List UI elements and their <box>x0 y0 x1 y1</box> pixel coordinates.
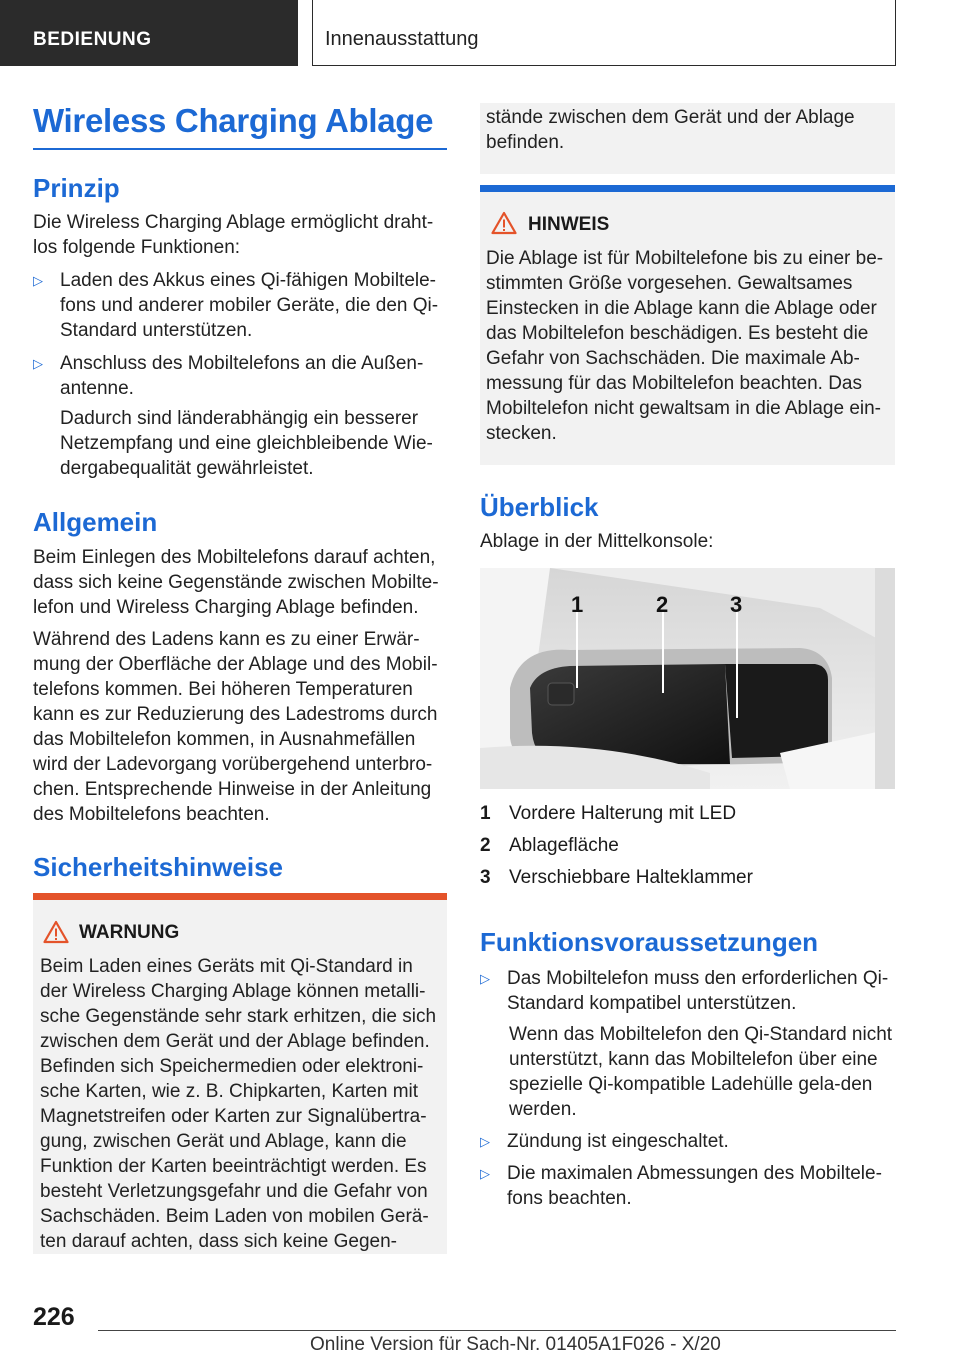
triangle-bullet-icon: ▷ <box>33 356 43 371</box>
legend-text: Verschiebbare Halteklammer <box>509 867 753 888</box>
warning-triangle-icon <box>491 211 517 235</box>
list-item: ▷ Das Mobiltelefon muss den erforderlichen Qi-Standard kompatibel unterstützen. <box>480 968 889 1014</box>
principle-intro: Die Wireless Charging Ablage ermöglicht draht-los folgende Funktionen: <box>33 212 434 258</box>
legend-number: 1 <box>480 803 491 824</box>
legend-number: 3 <box>480 867 491 888</box>
page-title: Wireless Charging Ablage <box>33 102 434 139</box>
footer-text: Online Version für Sach-Nr. 01405A1F026 - X/20 <box>310 1334 721 1355</box>
heading-ueberblick: Überblick <box>480 492 599 522</box>
heading-funktionsvoraussetzungen: Funktionsvoraussetzungen <box>480 927 819 957</box>
section-tab: BEDIENUNG <box>0 0 298 66</box>
warning-triangle-icon <box>43 920 69 944</box>
triangle-bullet-icon: ▷ <box>480 1166 490 1181</box>
warning-bar <box>33 893 447 900</box>
warning-text-continued: stände zwischen dem Gerät und der Ablage befinden. <box>486 107 855 153</box>
list-item: ▷ Zündung ist eingeschaltet. <box>480 1131 729 1152</box>
warning-text: Beim Laden eines Geräts mit Qi-Standard in der Wireless Charging Ablage können metalli-sche Gegenstände sehr stark erhitzen, die sich zwischen dem Gerät und der Ablage befinden. Befinden sich Speichermedien oder elektroni-sche Karten, wie z. B. Chipkarten, Karten mit Magnetstreifen oder Karten zur Signalübertra-gung, zwischen Gerät und Ablage, kann die Funktion der Karten beeinträchtigt werden. Es besteht Verletzungsgefahr und die Gefahr von Sachschäden. Beim Laden von mobilen Gerä-ten darauf achten, dass sich keine Gegen- <box>40 956 437 1252</box>
notice-title: HINWEIS <box>528 214 610 235</box>
legend-number: 2 <box>480 835 491 856</box>
callout-1: 1 <box>571 592 584 617</box>
legend-text: Ablagefläche <box>509 835 619 856</box>
triangle-bullet-icon: ▷ <box>33 273 43 288</box>
bullet-followup: Wenn das Mobiltelefon den Qi-Standard nicht unterstützt, kann das Mobiltelefon über eine spezielle Qi-kompatible Ladehülle gela-den werden. <box>509 1024 893 1120</box>
warning-title: WARNUNG <box>79 922 180 943</box>
callout-2: 2 <box>656 592 669 617</box>
charging-tray-illustration <box>480 568 895 789</box>
footer-rule <box>98 1330 896 1331</box>
callout-3: 3 <box>730 592 743 617</box>
triangle-bullet-icon: ▷ <box>480 971 490 986</box>
warning-box-continued <box>480 103 895 174</box>
heading-prinzip: Prinzip <box>33 173 120 203</box>
list-item: ▷ Laden des Akkus eines Qi-fähigen Mobiltele-fons und anderer mobiler Geräte, die den Qi-Standard unterstützen. <box>33 270 439 341</box>
heading-allgemein: Allgemein <box>33 507 158 537</box>
notice-box <box>480 185 895 465</box>
notice-bar <box>480 185 895 192</box>
general-paragraph-2: Während des Ladens kann es zu einer Erwär-mung der Oberfläche der Ablage und des Mobil-telefons kommen. Bei höheren Temperaturen kann es zur Reduzierung des Ladestroms durch das Mobiltelefon kommen, in Ausnahmefällen wird der Ladevorgang vorübergehend unterbro-chen. Entsprechende Hinweise in der Anleitung des Mobiltelefons beachten. <box>33 629 438 825</box>
title-underline <box>33 148 447 150</box>
triangle-bullet-icon: ▷ <box>480 1134 490 1149</box>
overview-intro: Ablage in der Mittelkonsole: <box>480 531 714 552</box>
list-item: ▷ Anschluss des Mobiltelefons an die Außen-antenne. <box>33 353 424 399</box>
page-number: 226 <box>33 1303 75 1331</box>
bullet-followup: Dadurch sind länderabhängig ein besserer Netzempfang und eine gleichbleibende Wie-dergabequalität gewährleistet. <box>60 408 433 479</box>
heading-sicherheitshinweise: Sicherheitshinweise <box>33 852 283 882</box>
warning-box <box>33 893 447 1254</box>
list-item: ▷ Die maximalen Abmessungen des Mobiltele-fons beachten. <box>480 1163 882 1209</box>
notice-text: Die Ablage ist für Mobiltelefone bis zu einer be-stimmten Größe vorgesehen. Gewaltsames Einstecken in die Ablage kann die Ablage oder das Mobiltelefon beschädigen. Es besteht die Gefahr von Sachschäden. Die maximale Ab-messung für das Mobiltelefon beachten. Das Mobiltelefon nicht gewaltsam in die Ablage ein-stecken. <box>486 248 884 444</box>
legend-text: Vordere Halterung mit LED <box>509 803 737 824</box>
charging-tray-figure <box>480 568 895 789</box>
general-paragraph-1: Beim Einlegen des Mobiltelefons darauf achten, dass sich keine Gegenstände zwischen Mobilte-lefon und Wireless Charging Ablage befinden. <box>33 547 439 618</box>
chapter-title: Innenausstattung <box>312 0 896 66</box>
